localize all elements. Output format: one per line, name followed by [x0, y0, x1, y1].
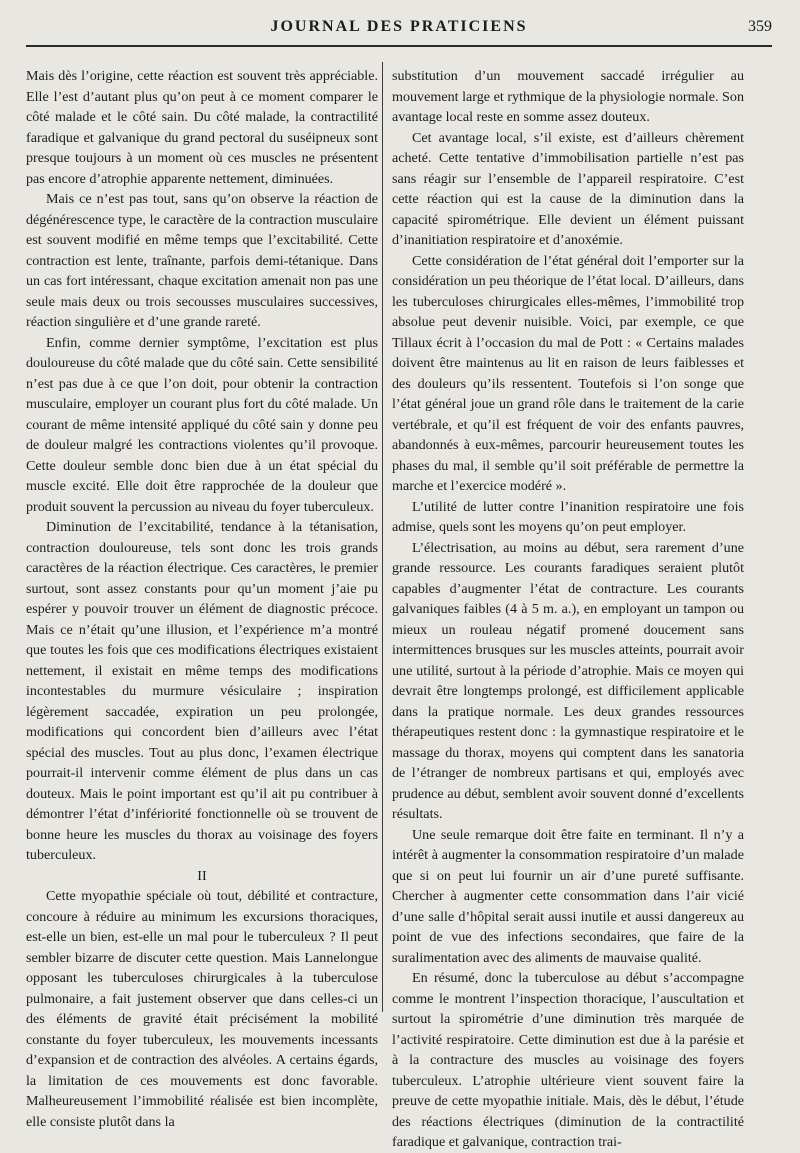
paragraph: L’électrisation, au moins au début, sera rarement d’une grande ressource. Les courants faradiques seraient plutôt capables d’augmenter l’état de contracture. Les courants galvaniques faibles (4 à 5 m. a.), en employant un tampon ou mieux un rouleau négatif promené doucement sans intermittences brusques sur les muscles atteints, pourrait avoir une utilité, surtout à la période d’atrophie. Mais ce moyen qui devrait être longtemps prolongé, est difficilement applicable dans la pratique normale. Les deux grandes ressources thérapeutiques restent donc : la gymnastique respiratoire et le massage du thorax, moyens qui comptent dans les sanatoria de l’étranger de nombreux partisans et qui, employés avec prudence au début, semblent avoir souvent donné d’excellents résultats.	[392, 539, 744, 822]
column-divider	[382, 62, 383, 1012]
page-header	[26, 18, 772, 42]
paragraph: Une seule remarque doit être faite en terminant. Il n’y a intérêt à augmenter la consommation respiratoire d’un malade que si on peut lui fournir un air d’une pureté suffisante. Chercher à augmenter cette consommation dans l’air vicié d’une salle d’hôpital serait aussi inutile et aussi dangereux au point de vue des infections secondaires, que faire de la suralimentation avec des aliments de mauvaise qualité.	[392, 826, 744, 966]
paragraph: Cette myopathie spéciale où tout, débilité et contracture, concoure à réduire au minimum les excursions thoraciques, est-elle un bien, est-elle un mal pour le tuberculeux ? Il peut sembler bizarre de discuter cette question. Mais Lannelongue opposant les tuberculoses chirurgicales à la tuberculose pulmonaire, a fait justement observer que dans celles-ci un des éléments de gravité était précisément la mobilité constante du foyer tuberculeux, les mouvements incessants d’expansion et de contraction des alvéoles. A certains égards, la limitation de ces mouvements est donc favorable. Malheureusement l’immobilité réalisée est bien incomplète, elle consiste plutôt dans la	[26, 888, 378, 1130]
left-column	[26, 66, 378, 1132]
paragraph: Mais dès l’origine, cette réaction est souvent très appréciable. Elle l’est d’autant plus qu’on peut à ce moment comparer le côté malade et le côté sain. Du côté malade, la contractilité faradique et galvanique du grand pectoral du suséipneux sont presque toujours à un moment où ces muscles ne présentent pas encore d’atrophie apparente nettement, diminuées.	[26, 68, 378, 187]
journal-title: JOURNAL DES PRATICIENS	[270, 18, 528, 35]
header-rule	[26, 45, 772, 47]
paragraph: Cet avantage local, s’il existe, est d’ailleurs chèrement acheté. Cette tentative d’immobilisation partielle n’est pas sans réagir sur l’ensemble de l’appareil respiratoire. C’est cette réaction qui est la cause de la diminution dans la capacité spirométrique. Elle devient un élément puissant d’inanitiation respiratoire et d’anoxémie.	[392, 129, 744, 248]
section-heading: II	[197, 867, 207, 884]
paragraph: Cette considération de l’état général doit l’emporter sur la considération un peu théorique de l’état local. D’ailleurs, dans les tuberculoses chirurgicales elles-mêmes, l’immobilité trop absolue peut devenir nuisible. Voici, par exemple, ce que Tillaux écrit à l’occasion du mal de Pott : « Certains malades doivent être maintenus au lit en raison de leurs faiblesses et des douleurs qu’ils ressentent. Toutefois si l’on songe que l’état général joue un grand rôle dans le traitement de la carie vertébrale, et qu’il est fréquent de voir des enfants pauvres, abandonnés à eux-mêmes, parcourir heureusement toutes les phases du mal, il semble qu’il soit préférable de permettre la marche et l’exercice modéré ».	[392, 252, 744, 494]
paragraph: Mais ce n’est pas tout, sans qu’on observe la réaction de dégénérescence type, le caractère de la contraction musculaire est souvent modifié en même temps que l’excitabilité. Cette contraction est lente, traînante, parfois demi-tétanique. Dans un cas fort intéressant, chaque excitation amenait non pas une seule mais deux ou trois secousses musculaires successives, réaction singulière et d’une grande rareté.	[26, 191, 378, 330]
paragraph: Diminution de l’excitabilité, tendance à la tétanisation, contraction douloureuse, tels sont donc les trois grands caractères de la réaction électrique. Ces caractères, le premier surtout, sont assez constants pour qu’un moment j’aie pu espérer y pouvoir trouver un élément de diagnostic précoce. Mais ce n’était qu’une illusion, et l’expérience m’a montré que toutes les fois que ces modifications électriques existaient nettement, il existait en même temps des modifications incontestables du murmure vésiculaire ; inspiration légèrement saccadée, expiration un peu prolongée, modifications qui concordent bien d’ailleurs avec l’état spécial des muscles. Tout au plus donc, l’examen électrique pourrait-il intervenir comme élément de plus dans un cas douteux. Mais le point important est qu’il ait pu contribuer à démontrer l’état d’infériorité fonctionnelle où se trouvent de bonne heure les muscles du thorax au voisinage des foyers tuberculeux.	[26, 519, 378, 863]
paragraph: substitution d’un mouvement saccadé irrégulier au mouvement large et rythmique de la physiologie normale. Son avantage local reste en somme assez douteux.	[392, 68, 744, 125]
right-column	[392, 66, 744, 1153]
page-number: 359	[748, 18, 772, 35]
paragraph: Enfin, comme dernier symptôme, l’excitation est plus douloureuse du côté malade que du côté sain. Cette sensibilité n’est pas due à ce que l’on doit, pour obtenir la contraction musculaire, employer un courant plus fort du côté malade. Un courant de même intensité appliqué du côté sain y donne peu de douleur malgré les contractions violentes qu’il provoque. Cette douleur semble donc bien due à un état spécial du muscle excité. Elle doit être rapprochée de la douleur que produit souvent la percussion au niveau du foyer tuberculeux.	[26, 334, 378, 515]
paragraph: En résumé, donc la tuberculose au début s’accompagne comme le montrent l’inspection thoracique, l’auscultation et surtout la spirométrie d’une diminution très marquée de l’activité respiratoire. Cette diminution est due à la parésie et à la contracture des muscles au voisinage des foyers tuberculeux. L’atrophie ultérieure vient souvent faire la preuve de cette myopathie initiale. Mais, dès le début, l’étude des réactions électriques (diminution de la contractilité faradique et galvanique, contraction trai-	[392, 970, 744, 1150]
paragraph: L’utilité de lutter contre l’inanition respiratoire une fois admise, quels sont les moyens qu’on peut employer.	[392, 498, 744, 535]
